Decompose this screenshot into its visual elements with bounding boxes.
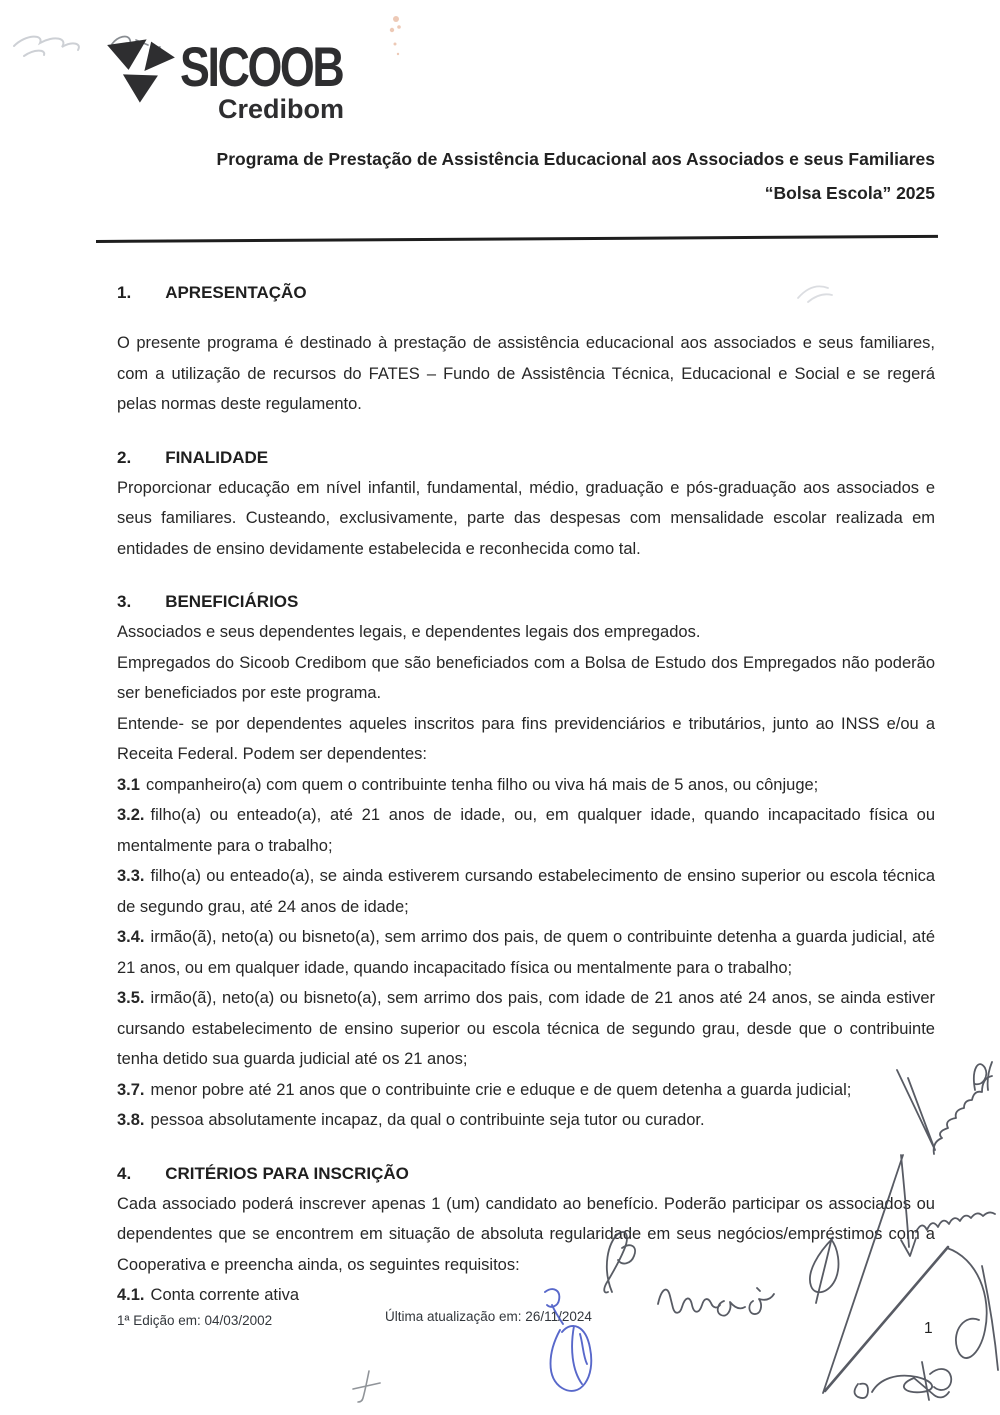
clause-3-2-text: filho(a) ou enteado(a), até 21 anos de idade, ou, em qualquer idade, quando incapacitado física ou mentalmente para o trabalho; bbox=[117, 806, 935, 855]
signature-tall-flourish-right bbox=[947, 1248, 998, 1370]
section-beneficiarios bbox=[117, 591, 935, 1136]
clause-3-2 bbox=[117, 800, 935, 861]
clause-3-4-number: 3.4. bbox=[117, 928, 145, 946]
clause-3-8-text: pessoa absolutamente incapaz, da qual o contribuinte seja tutor ou curador. bbox=[150, 1111, 705, 1129]
signature-wavy-ascender bbox=[934, 1076, 992, 1154]
clause-3-5 bbox=[117, 983, 935, 1075]
section-apresentacao bbox=[117, 282, 935, 420]
grey-cross-mark bbox=[353, 1371, 380, 1402]
clause-3-4 bbox=[117, 922, 935, 983]
clause-3-8 bbox=[117, 1105, 935, 1136]
pencil-scribble-top-left bbox=[14, 37, 79, 56]
logo-brand-text: SICOOB bbox=[180, 35, 343, 98]
section-3-paragraph-1: Associados e seus dependentes legais, e dependentes legais dos empregados. bbox=[117, 623, 701, 641]
section-3-title: BENEFICIÁRIOS bbox=[165, 592, 299, 611]
clause-4-1-text: Conta corrente ativa bbox=[150, 1286, 300, 1304]
footer-last-update-date: Última atualização em: 26/11/2024 bbox=[385, 1309, 592, 1324]
document-subtitle: “Bolsa Escola” 2025 bbox=[764, 183, 935, 203]
section-finalidade bbox=[117, 447, 935, 565]
logo-subbrand-text: Credibom bbox=[218, 94, 345, 124]
clause-3-1-number: 3.1 bbox=[117, 775, 140, 794]
clause-3-5-number: 3.5. bbox=[117, 989, 145, 1007]
clause-3-3-number: 3.3. bbox=[117, 867, 145, 885]
section-2-title: FINALIDADE bbox=[165, 447, 269, 467]
signature-scribble-bottom bbox=[855, 1362, 952, 1400]
clause-3-1 bbox=[117, 770, 935, 801]
document-title: Programa de Prestação de Assistência Educacional aos Associados e seus Familiares bbox=[216, 149, 935, 169]
clause-3-2-number: 3.2. bbox=[117, 806, 145, 824]
section-3-number: 3. bbox=[117, 592, 132, 611]
section-4-paragraph: Cada associado poderá inscrever apenas 1 (um) candidato ao benefício. Poderão participar os associados ou dependentes que se encontrem em situação de absoluta regularidade em seus negócios/empréstimos com a Cooperativa e preencha ainda, os seguintes requisitos: bbox=[117, 1194, 935, 1274]
clause-3-1-text: companheiro(a) com quem o contribuinte tenha filho ou viva há mais de 5 anos, ou cônjuge; bbox=[145, 775, 819, 794]
orange-smudge bbox=[390, 16, 401, 55]
section-4-number: 4. bbox=[117, 1163, 132, 1183]
section-1-number: 1. bbox=[117, 283, 132, 302]
section-3-paragraph-2: Empregados do Sicoob Credibom que são beneficiados com a Bolsa de Estudo dos Empregados não poderão ser beneficiados por este programa. bbox=[117, 653, 935, 702]
clause-3-7-number: 3.7. bbox=[117, 1080, 145, 1099]
section-1-heading bbox=[117, 282, 935, 304]
signature-p-flourish-top bbox=[974, 1062, 992, 1090]
page-number: 1 bbox=[924, 1320, 933, 1337]
section-criterios bbox=[117, 1163, 935, 1311]
clause-3-3-text: filho(a) ou enteado(a), se ainda estiverem cursando estabelecimento de ensino superior ou escola técnica de segundo grau, até 24 anos de idade; bbox=[117, 867, 935, 916]
footer-edition-date: 1ª Edição em: 04/03/2002 bbox=[117, 1313, 273, 1328]
clause-3-5-text: irmão(ã), neto(a) ou bisneto(a), sem arrimo dos pais, com idade de 21 anos até 24 anos, se ainda estiver cursando estabelecimento de ensino superior ou escola técnica de segundo grau, desde que o contribuinte tenha detido sua guarda judicial até os 21 anos; bbox=[117, 989, 935, 1068]
clause-3-7 bbox=[117, 1075, 935, 1106]
title-divider-line bbox=[96, 235, 938, 243]
clause-3-8-number: 3.8. bbox=[117, 1111, 145, 1129]
section-1-paragraph: O presente programa é destinado à prestação de assistência educacional aos associados e seus familiares, com a utilização de recursos do FATES – Fundo de Assistência Técnica, Educacional e Social e se regerá pelas normas deste regulamento. bbox=[117, 334, 935, 413]
section-3-paragraph-3: Entende- se por dependentes aqueles inscritos para fins previdenciários e tributários, junto ao INSS e/ou a Receita Federal. Podem ser dependentes: bbox=[117, 714, 935, 763]
section-2-heading bbox=[117, 447, 935, 469]
clause-4-1-number: 4.1. bbox=[117, 1286, 145, 1304]
clause-4-1 bbox=[117, 1280, 935, 1311]
section-4-title: CRITÉRIOS PARA INSCRIÇÃO bbox=[165, 1163, 409, 1183]
blue-signature-loop bbox=[551, 1326, 592, 1391]
document-body bbox=[117, 276, 935, 1311]
section-2-paragraph: Proporcionar educação em nível infantil, fundamental, médio, graduação e pós-graduação aos associados e seus familiares. Custeando, exclusivamente, parte das despesas com mensalidade escolar realizada em entidades de ensino devidamente estabelecida e reconhecida como tal. bbox=[117, 478, 935, 558]
clause-3-3 bbox=[117, 861, 935, 922]
section-2-number: 2. bbox=[117, 447, 132, 467]
clause-3-7-text: menor pobre até 21 anos que o contribuinte crie e eduque e de quem detenha a guarda judicial; bbox=[150, 1080, 852, 1099]
clause-3-4-text: irmão(ã), neto(a) ou bisneto(a), sem arrimo dos pais, de quem o contribuinte detenha a guarda judicial, até 21 anos, ou em qualquer idade, quando incapacitado física ou mentalmente para o trabalho; bbox=[117, 928, 935, 977]
document-title-block bbox=[117, 142, 935, 210]
section-1-title: APRESENTAÇÃO bbox=[165, 283, 307, 302]
sicoob-triangles-icon bbox=[106, 38, 176, 104]
section-4-heading bbox=[117, 1163, 935, 1185]
section-3-heading bbox=[117, 591, 935, 613]
sicoob-logo bbox=[106, 36, 383, 125]
